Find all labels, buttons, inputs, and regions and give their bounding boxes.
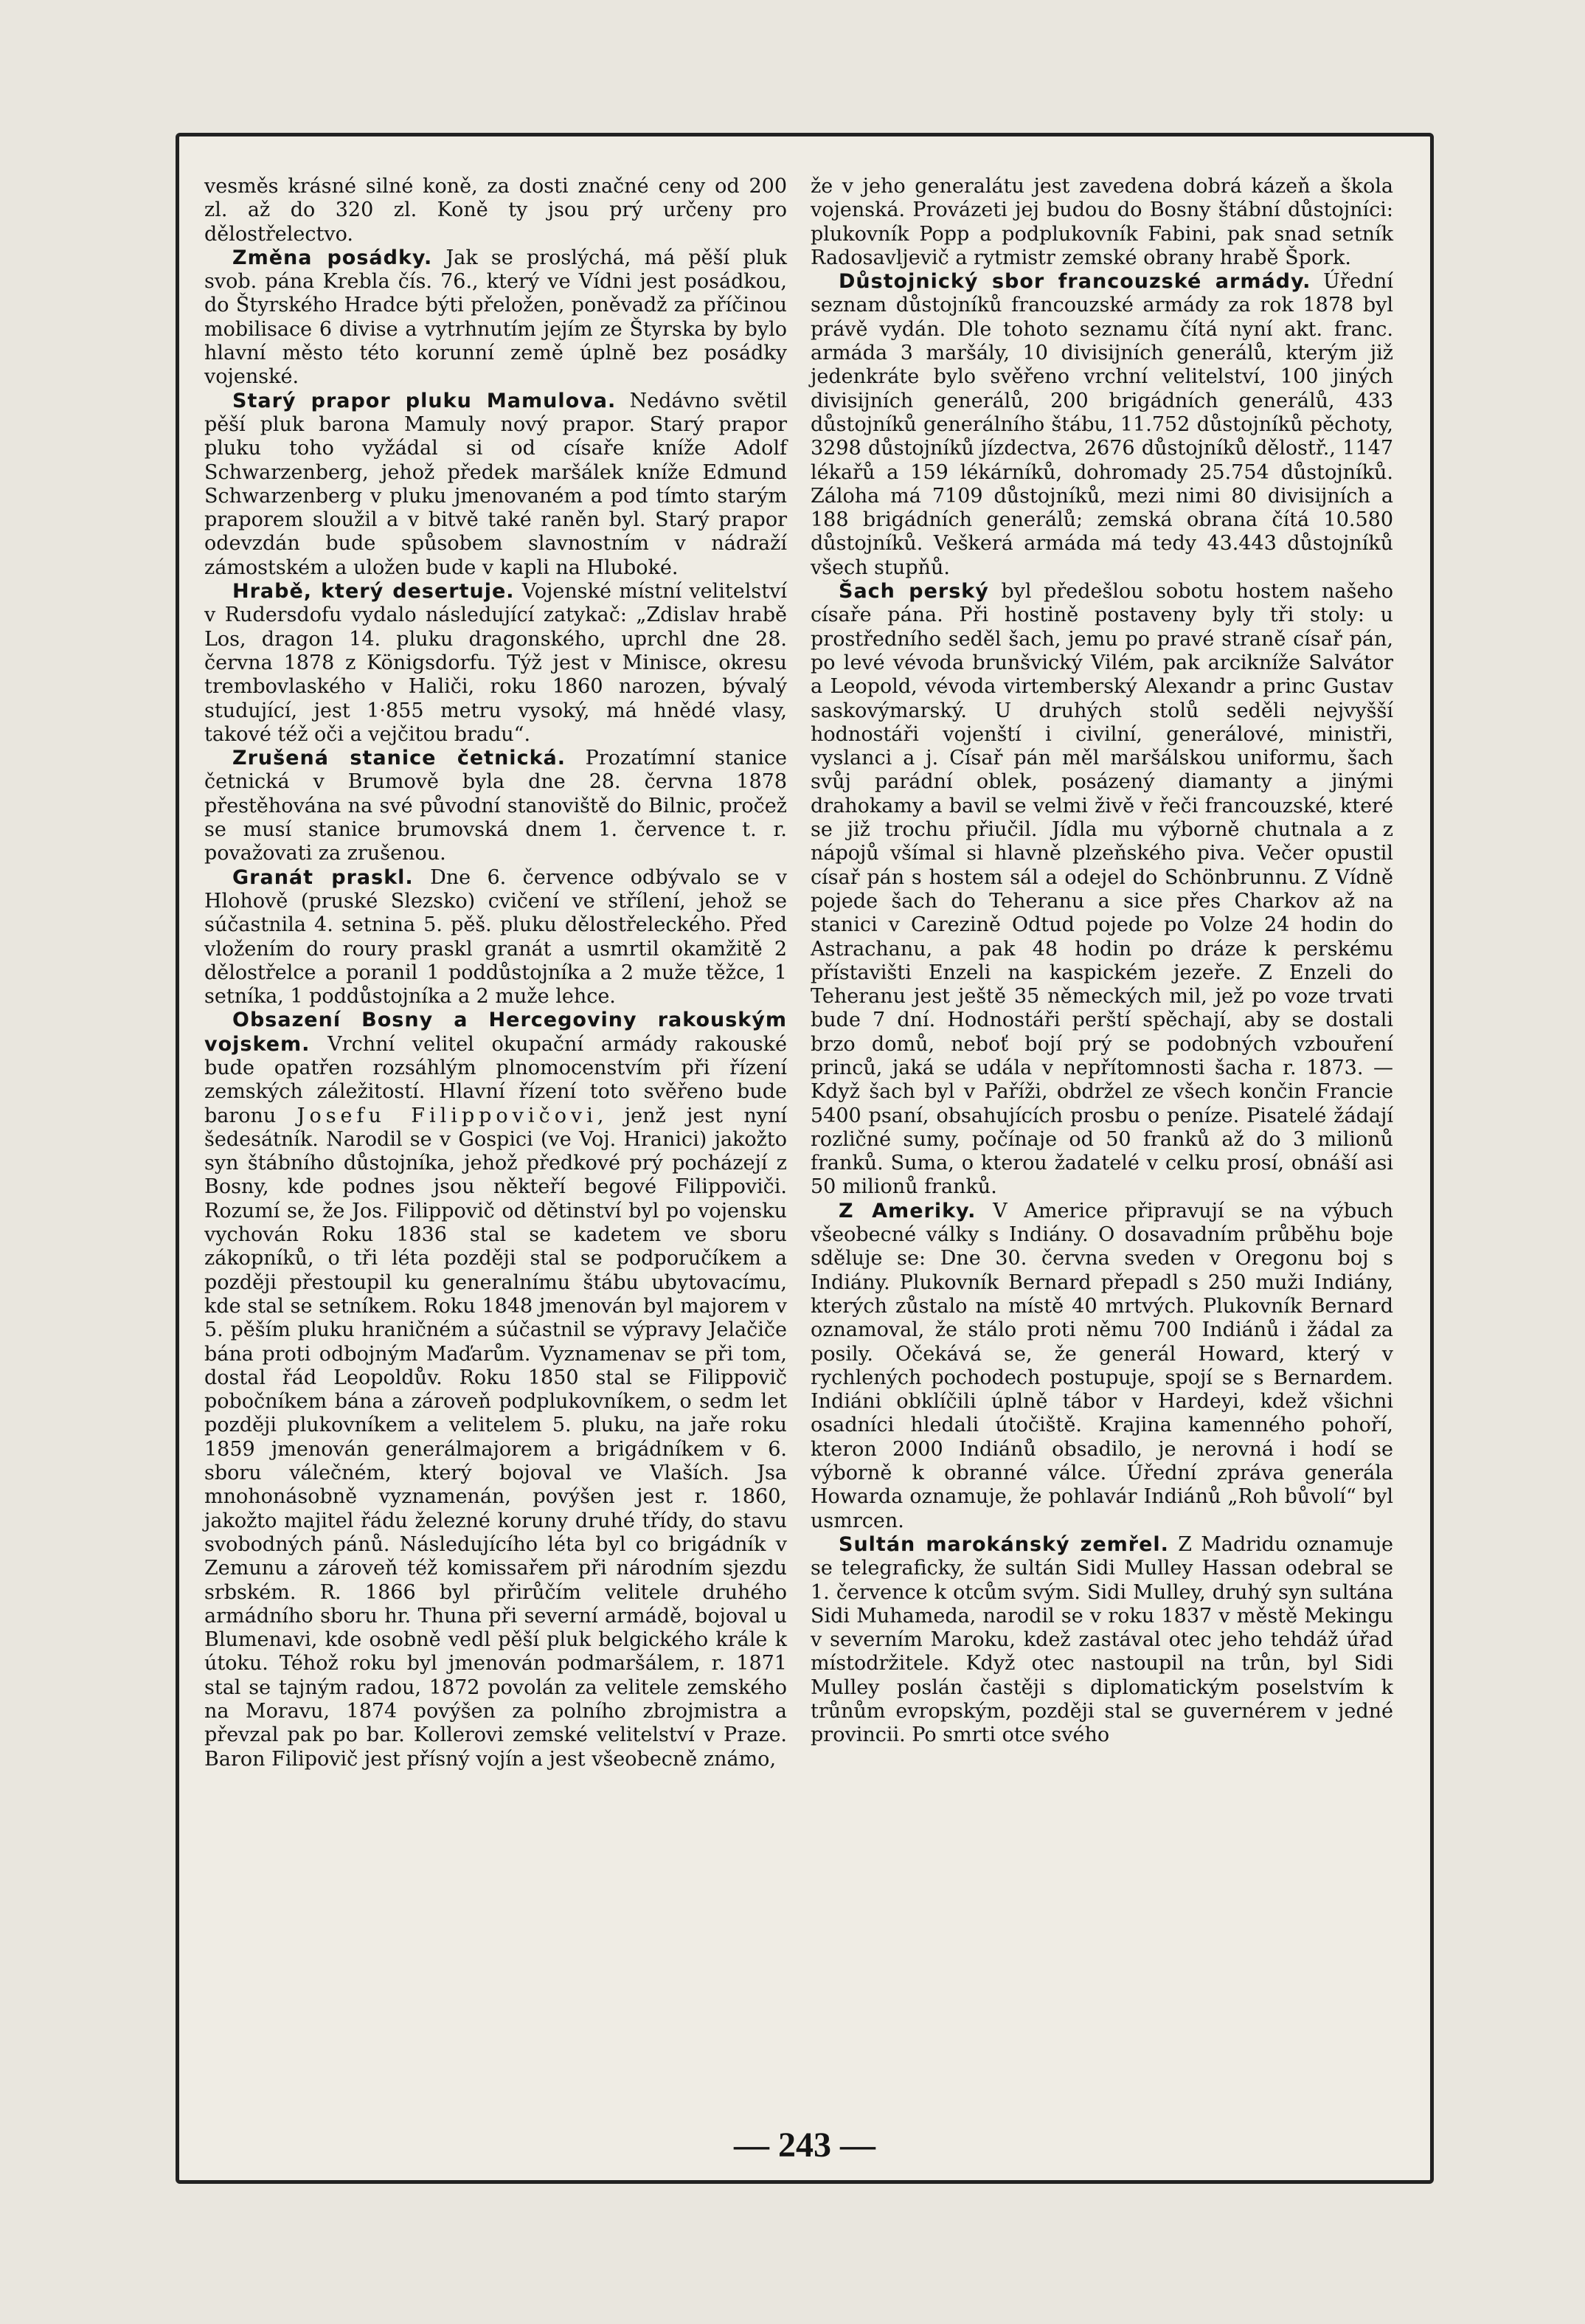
section-heading: Hrabě, který desertuje.	[232, 580, 515, 604]
section-heading: Obsazení Bosny a Hercegoviny rakouským vojskem.	[204, 1009, 787, 1056]
section-heading: Zrušená stanice četnická.	[232, 747, 566, 770]
paragraph: že v jeho generalátu jest zavedena dobrá kázeň a škola vojenská. Provázeti jej budou do Bosny štábní důstojníci: plukovník Popp a podplukovník Fabini, pak snad setník Radosavljevič a rytmistr zemské obrany hrabě Špork.	[811, 175, 1393, 269]
paragraph: Granát praskl. Dne 6. července odbývalo se v Hlohově (pruské Slezsko) cvičení ve střílení, jehož se súčastnila 4. setnina 5. pěš. pluku dělostřeleckého. Před vložením do roury praskl granát a usmrtil okamžitě 2 dělostřelce a poranil 1 poddůstojníka a 2 muže těžce, 1 setníka, 1 poddůstojníka a 2 muže lehce.	[204, 865, 787, 1009]
page-frame	[176, 133, 1434, 2184]
section-heading: Z Ameriky.	[839, 1199, 977, 1222]
paragraph: Šach perský byl předešlou sobotu hostem našeho císaře pána. Při hostině postaveny byly tři stoly: u prostředního seděl šach, jemu po pravé straně císař pán, po levé vévoda brunšvický Vilém, pak arcikníže Salvátor a Leopold, vévoda virtemberský Alexandr a princ Gustav saskovýmarský. U druhých stolů seděli nejvyšší hodnostáři vojenští i civilní, generálové, ministři, vyslanci a j. Císař pán měl maršálskou uniformu, šach svůj parádní oblek, posázený diamanty a jinými drahokamy a bavil se velmi živě v řeči francouzské, které se již trochu přiučil. Jídla mu výborně chutnala a z nápojů všímal si hlavně plzeňského piva. Večer opustil císař pán s hostem sál a odejel do Schönbrunnu. Z Vídně pojede šach do Teheranu a sice přes Charkov až na stanici v Carezině Odtud pojede po Volze 24 hodin do Astrachanu, a pak 48 hodin po dráze k perskému přístavišti Enzeli na kaspickém jezeře. Z Enzeli do Teheranu jest ještě 35 německých mil, jež po voze trvati bude 7 dní. Hodnostáři perští spěchají, aby se dostali brzo domů, neboť bojí prý se podobných vzbouření princů, jaká se udála v nepřítomnosti šacha r. 1873. — Když šach byl v Paříži, obdržel ze všech končin Francie 5400 psaní, obsahujících prosbu o peníze. Pisatelé žádají rozličné sumy, počínaje od 50 franků až do 3 milionů franků. Suma, o kterou žadatelé v celku prosí, obnáší asi 50 milionů franků.	[811, 580, 1393, 1199]
paragraph: Změna posádky. Jak se proslýchá, má pěší pluk svob. pána Krebla čís. 76., který ve Vídni jest posádkou, do Štyrského Hradce býti přeložen, poněvadž za příčinou mobilisace 6 divise a vytrhnutím jejím ze Štyrska by bylo hlavní město této korunní země úplně bez posádky vojenské.	[204, 246, 787, 389]
left-column	[204, 175, 787, 1771]
paragraph: vesměs krásné silné koně, za dosti značné ceny od 200 zl. až do 320 zl. Koně ty jsou prý určeny pro dělostřelectvo.	[204, 175, 787, 246]
paragraph: Zrušená stanice četnická. Prozatímní stanice četnická v Brumově byla dne 28. června 1878 přestěhována na své původní stanoviště do Bilnic, pročež se musí stanice brumovská dnem 1. července t. r. považovati za zrušenou.	[204, 747, 787, 865]
section-heading: Starý prapor pluku Mamulova.	[232, 389, 617, 412]
section-heading: Šach perský	[839, 580, 989, 604]
paragraph: Obsazení Bosny a Hercegoviny rakouským vojskem. Vrchní velitel okupační armády rakouské bude opatřen rozsáhlým plnomocenstvím při řízení zemských záležitostí. Hlavní řízení toto svěřeno bude baronu Josefu Filippovičovi, jenž jest nyní šedesátník. Narodil se v Gospici (ve Voj. Hranici) jakožto syn štábního důstojníka, jehož předkové prý pocházejí z Bosny, kde podnes jsou někteří begové Filippoviči. Rozumí se, že Jos. Filippovič od dětinství byl po vojensku vychován Roku 1836 stal se kadetem ve sboru zákopníků, o tři léta později stal se podporučíkem a později přestoupil ku generalnímu štábu ubytovacímu, kde stal se setníkem. Roku 1848 jmenován byl majorem v 5. pěším pluku hraničném a súčastnil se výpravy Jelačiče bána proti odbojným Maďarům. Vyznamenav se při tom, dostal řád Leopoldův. Roku 1850 stal se Filippovič pobočníkem bána a zároveň podplukovníkem, o sedm let později plukovníkem a velitelem 5. pluku, na jaře roku 1859 jmenován generálmajorem a brigádníkem v 6. sboru válečném, který bojoval ve Vlaších. Jsa mnohonásobně vyznamenán, povýšen jest r. 1860, jakožto majitel řádu železné koruny druhé třídy, do stavu svobodných pánů. Následujícího léta byl co brigádník v Zemunu a zároveň též komissařem při národním sjezdu srbském. R. 1866 byl přirůčím velitele druhého armádního sboru hr. Thuna při severní armádě, bojoval u Blumenavi, kde osobně vedl pěší pluk belgického krále k útoku. Téhož roku byl jmenován podmaršálem, r. 1871 stal se tajným radou, 1872 povolán za velitele zemského na Moravu, 1874 povýšen za polního zbrojmistra a převzal pak po bar. Kollerovi zemské velitelství v Praze. Baron Filipovič jest přísný vojín a jest všeobecně známo,	[204, 1009, 787, 1771]
section-heading: Změna posádky.	[232, 246, 433, 269]
paragraph: Starý prapor pluku Mamulova. Nedávno světil pěší pluk barona Mamuly nový prapor. Starý prapor pluku toho vyžádal si od císaře kníže Adolf Schwarzenberg, jehož předek maršálek kníže Edmund Schwarzenberg v pluku jmenovaném a pod tímto starým praporem sloužil a v bitvě také raněn byl. Starý prapor odevzdán bude spůsobem slavnostním v nádraží zámostském a uložen bude v kapli na Hluboké.	[204, 389, 787, 579]
page-number: — 243 —	[734, 2126, 875, 2165]
paragraph: Důstojnický sbor francouzské armády. Úřední seznam důstojníků francouzské armády za rok 1878 byl právě vydán. Dle tohoto seznamu čítá nyní akt. franc. armáda 3 maršály, 10 divisijních generálů, kterým již jedenkráte bylo svěřeno vrchní velitelství, 100 jiných divisijních generálů, 200 brigádních generálů, 433 důstojníků generálního štábu, 11.752 důstojníků pěchoty, 3298 důstojníků jízdectva, 2676 důstojníků dělostř., 1147 lékařů a 159 lékárníků, dohromady 25.754 důstojníků. Záloha má 7109 důstojníků, mezi nimi 80 divisijních a 188 brigádních generálů; zemská obrana čítá 10.580 důstojníků. Veškerá armáda má tedy 43.443 důstojníků všech stupňů.	[811, 270, 1394, 579]
paragraph: Z Ameriky. V Americe připravují se na výbuch všeobecné války s Indiány. O dosavadním průběhu boje sděluje se: Dne 30. června sveden v Oregonu boj s Indiány. Plukovník Bernard přepadl s 250 muži Indiány, kterých zůstalo na místě 40 mrtvých. Plukovník Bernard oznamoval, že stálo proti němu 700 Indiánů i žádal za posily. Očekává se, že generál Howard, který v rychlených pochodech postupuje, spojí se s Bernardem. Indiáni obklíčili úplně tábor v Hardeyi, kdež všichni osadníci hledali útočiště. Krajina kamenného pohoří, kteron 2000 Indiánů obsadilo, je nerovná i hodí se výborně k obranné válce. Úřední zpráva generála Howarda oznamuje, že pohlavár Indiánů „Roh bůvolí“ byl usmrcen.	[811, 1199, 1393, 1532]
paragraph: Hrabě, který desertuje. Vojenské místní velitelství v Rudersdofu vydalo následující zatykač: „Zdislav hrabě Los, dragon 14. pluku dragonského, uprchl dne 28. června 1878 z Königsdorfu. Týž jest v Minisce, okresu trembovlaského v Haliči, roku 1860 narozen, bývalý studující, jest 1·855 metru vysoký, má hnědé vlasy, takové též oči a vejčitou bradu“.	[204, 580, 787, 746]
paragraph: Sultán marokánský zemřel. Z Madridu oznamuje se telegraficky, že sultán Sidi Mulley Hassan odebral se 1. července k otcům svým. Sidi Mulley, druhý syn sultána Sidi Muhameda, narodil se v roku 1837 v městě Mekingu v severním Maroku, kdež zastával otec jeho tehdáž úřad místodržitele. Když otec nastoupil na trůn, byl Sidi Mulley poslán častěji s diplomatickým poselstvím k trůnům evropským, později stal se guvernérem v jedné provincii. Po smrti otce svého	[811, 1532, 1393, 1747]
person-name: Josefu Filippovičovi	[296, 1104, 597, 1127]
section-heading: Granát praskl.	[232, 865, 414, 889]
right-column	[811, 175, 1393, 1748]
section-heading: Důstojnický sbor francouzské armády.	[839, 270, 1311, 294]
section-heading: Sultán marokánský zemřel.	[839, 1532, 1169, 1556]
